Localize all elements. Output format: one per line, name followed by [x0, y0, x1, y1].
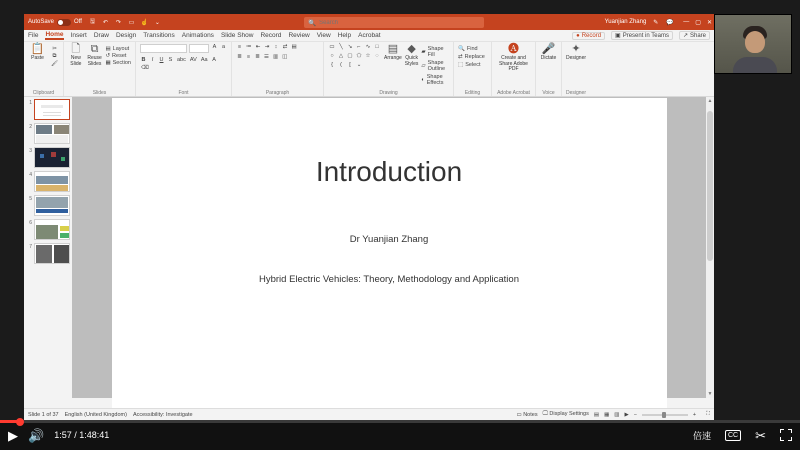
save-icon[interactable]: 🖫 — [89, 19, 95, 25]
shape-effects-button[interactable] — [421, 74, 449, 86]
reset-button[interactable] — [105, 53, 131, 59]
tab-file[interactable]: File — [28, 32, 39, 39]
replace-icon: ⇄ — [458, 54, 463, 60]
clear-formatting-icon[interactable]: ⌫ — [141, 65, 149, 71]
group-label-voice: Voice — [542, 90, 555, 96]
justify-icon[interactable]: ☰ — [264, 54, 269, 60]
quick-styles-icon: ◆ — [407, 43, 416, 55]
reuse-slides-icon: ⧉ — [90, 43, 99, 55]
fullscreen-icon[interactable] — [780, 429, 792, 441]
comment-icon[interactable]: 💬 — [666, 19, 674, 26]
shape-rect-icon[interactable]: ▭ — [329, 44, 335, 50]
cut-icon[interactable]: ✂ — [52, 46, 57, 52]
center-icon[interactable]: ≡ — [246, 54, 251, 60]
columns-icon[interactable]: ▥ — [273, 54, 279, 60]
new-slide-label: New Slide — [70, 55, 82, 67]
tab-home[interactable]: Home — [45, 31, 64, 38]
present-in-teams-button[interactable] — [611, 31, 673, 40]
paste-icon: 📋 — [30, 43, 45, 55]
thumbnail-number: 7 — [29, 244, 32, 250]
character-spacing-icon[interactable]: AV — [189, 57, 197, 63]
search-box[interactable] — [304, 17, 484, 28]
tab-record[interactable]: Record — [260, 32, 282, 39]
group-label-font: Font — [178, 90, 189, 96]
paste-label: Paste — [31, 55, 44, 61]
notes-button[interactable] — [516, 412, 537, 418]
find-button[interactable] — [458, 46, 487, 52]
shape-more-icon[interactable]: ⌄ — [356, 62, 362, 68]
ribbon-group-adobe-acrobat — [492, 42, 536, 96]
increase-list-level-icon[interactable]: ⇥ — [264, 44, 270, 50]
shape-box-icon[interactable]: □ — [375, 44, 379, 50]
paste-button[interactable] — [28, 44, 47, 67]
shape-pentagon-icon[interactable]: ⬠ — [356, 53, 362, 59]
progress-knob[interactable] — [16, 418, 24, 426]
shape-fill-button[interactable] — [421, 46, 449, 58]
tab-insert[interactable]: Insert — [70, 32, 87, 39]
new-slide-icon: 🗋 — [71, 43, 81, 55]
time-display: 1:57 / 1:48:41 — [54, 430, 110, 440]
webcam-person-body — [733, 57, 777, 73]
scrollbar-thumb[interactable] — [707, 111, 713, 261]
ribbon-group-editing — [454, 42, 492, 96]
slide-course[interactable]: Hybrid Electric Vehicles: Theory, Methodology and Application — [259, 274, 519, 285]
autosave-switch[interactable] — [57, 19, 71, 26]
share-label: Share — [689, 32, 706, 39]
playback-speed-button[interactable]: 倍速 — [692, 430, 711, 441]
ribbon-group-font — [136, 42, 232, 96]
thumbnail-slide-7[interactable] — [26, 243, 72, 264]
user-name[interactable]: Yuanjian Zhang — [604, 19, 647, 25]
text-direction-icon[interactable]: ⇄ — [282, 44, 288, 50]
pen-icon[interactable]: ✎ — [653, 19, 659, 26]
strikethrough-icon[interactable]: abc — [177, 57, 186, 63]
tab-view[interactable]: View — [316, 32, 331, 39]
thumbnail-slide-5[interactable] — [26, 195, 72, 216]
share-button[interactable] — [679, 31, 710, 40]
layout-label: Layout — [112, 46, 130, 52]
align-right-icon[interactable]: ≣ — [255, 54, 260, 60]
microphone-icon: 🎤 — [541, 43, 556, 55]
group-label-slides: Slides — [92, 90, 107, 96]
arrange-label: Arrange — [384, 55, 402, 61]
work-area — [24, 97, 714, 398]
replace-button[interactable] — [458, 54, 487, 60]
reuse-slides-label: Reuse Slides — [87, 55, 102, 67]
italic-icon[interactable]: I — [151, 57, 154, 63]
replace-label: Replace — [464, 54, 485, 60]
decrease-list-level-icon[interactable]: ⇤ — [255, 44, 261, 50]
thumbnail-number: 3 — [29, 148, 32, 154]
ribbon-tabs[interactable] — [24, 30, 714, 42]
tab-acrobat[interactable]: Acrobat — [358, 32, 381, 39]
tab-draw[interactable]: Draw — [93, 32, 109, 39]
thumbnail-slide-1[interactable] — [26, 99, 72, 120]
designer-button[interactable] — [566, 44, 586, 62]
reset-label: Reset — [112, 53, 127, 59]
record-label: Record — [581, 32, 602, 39]
present-in-teams-label: Present in Teams — [622, 32, 669, 39]
thumbnail-slide-6[interactable] — [26, 219, 72, 240]
teams-icon: ▣ — [615, 33, 621, 39]
thumbnail-number: 4 — [29, 172, 32, 178]
shape-effects-icon: ◐ — [421, 77, 425, 83]
redo-icon[interactable]: ↷ — [115, 19, 121, 26]
quick-styles-button[interactable] — [405, 44, 419, 86]
vertical-scrollbar[interactable] — [706, 97, 714, 398]
adobe-pdf-icon: 🅐 — [508, 43, 519, 55]
volume-icon[interactable]: 🔊 — [28, 427, 45, 443]
quick-styles-label: Quick Styles — [404, 55, 419, 67]
thumbnail-slide-3[interactable] — [26, 147, 72, 168]
designer-label: Designer — [566, 55, 587, 61]
display-settings-label: Display Settings — [549, 411, 589, 417]
slide-sorter-icon[interactable]: ▦ — [604, 411, 610, 418]
share-icon: ↗ — [682, 33, 688, 39]
shape-oval-icon[interactable]: ○ — [330, 53, 334, 59]
title-bar-right — [605, 14, 712, 30]
present-icon[interactable]: ▭ — [128, 19, 135, 26]
shape-fill-icon: ▰ — [421, 49, 426, 55]
shape-brace-icon[interactable]: { — [331, 62, 333, 68]
bullets-icon[interactable]: ≡ — [237, 44, 242, 50]
numbering-icon[interactable]: ≔ — [246, 44, 252, 50]
maximize-button[interactable]: ▢ — [695, 19, 701, 26]
shape-arrow-icon[interactable]: ↘ — [347, 44, 353, 50]
ribbon-group-paragraph — [232, 42, 324, 96]
shape-fill-label: Shape Fill — [427, 46, 444, 58]
ribbon-group-slides — [64, 42, 136, 96]
shape-outline-label: Shape Outline — [427, 60, 446, 72]
reading-view-icon[interactable]: ▥ — [614, 411, 620, 418]
designer-icon: ✦ — [571, 43, 581, 55]
play-icon[interactable]: ▶ — [8, 427, 18, 443]
find-label: Find — [466, 46, 478, 52]
status-bar — [24, 408, 714, 420]
thumbnail-number: 6 — [29, 220, 32, 226]
convert-to-smartart-icon[interactable]: ◫ — [282, 54, 288, 60]
group-label-editing: Editing — [464, 90, 481, 96]
reset-icon: ↺ — [105, 53, 111, 59]
slide-thumbnail-pane[interactable] — [24, 97, 72, 398]
new-slide-button[interactable] — [68, 44, 84, 67]
quick-access-toolbar[interactable] — [88, 18, 162, 27]
tab-help[interactable]: Help — [337, 32, 352, 39]
autosave-toggle[interactable] — [28, 19, 82, 26]
select-button[interactable] — [458, 62, 487, 68]
tab-design[interactable]: Design — [115, 32, 137, 39]
shape-paren-icon[interactable]: ( — [340, 62, 342, 68]
touch-icon[interactable]: ☝ — [140, 19, 149, 26]
text-shadow-icon[interactable]: S — [168, 57, 173, 63]
layout-button[interactable] — [105, 46, 131, 52]
shape-line-icon[interactable]: ╲ — [339, 44, 343, 50]
shape-cloud-icon[interactable]: ◌ — [375, 53, 379, 59]
record-icon: ● — [576, 32, 580, 39]
display-settings-icon: 🖵 — [542, 411, 550, 417]
shape-bracket-icon[interactable]: [ — [349, 62, 351, 68]
font-name-box[interactable] — [140, 44, 187, 53]
font-color-icon[interactable]: A — [212, 57, 216, 63]
select-label: Select — [465, 62, 481, 68]
thumbnail-image — [34, 171, 70, 192]
thumbnail-slide-4[interactable] — [26, 171, 72, 192]
notes-icon: ▭ — [516, 411, 524, 418]
dictate-button[interactable] — [540, 44, 557, 62]
settings-icon[interactable]: ✂ — [755, 427, 766, 443]
thumbnail-image — [34, 195, 70, 216]
thumbnail-image — [34, 219, 70, 240]
tab-slide-show[interactable]: Slide Show — [220, 32, 254, 39]
reuse-slides-button[interactable] — [87, 44, 103, 67]
scroll-up-icon[interactable]: ▲ — [707, 98, 713, 104]
shape-outline-icon: ▱ — [421, 63, 426, 69]
align-left-icon[interactable]: ≣ — [237, 54, 242, 60]
group-label-designer: Designer — [565, 90, 586, 96]
progress-bar[interactable] — [0, 420, 800, 423]
thumbnail-number: 2 — [29, 124, 32, 130]
shapes-gallery[interactable] — [328, 44, 381, 86]
powerpoint-window — [24, 14, 714, 420]
format-painter-icon[interactable]: 🖌 — [51, 61, 58, 67]
group-label-paragraph: Paragraph — [265, 90, 290, 96]
thumbnail-image — [34, 99, 70, 120]
align-text-icon[interactable]: ▤ — [291, 44, 297, 50]
zoom-slider-knob[interactable] — [662, 412, 666, 418]
ribbon-group-designer — [562, 42, 590, 96]
ribbon-body — [24, 42, 714, 97]
slide-counter: Slide 1 of 37 — [28, 411, 59, 418]
thumbnail-slide-2[interactable] — [26, 123, 72, 144]
section-label: Section — [112, 60, 131, 66]
close-button[interactable]: ✕ — [706, 19, 712, 26]
select-icon: ⬚ — [458, 62, 464, 68]
player-controls — [0, 420, 800, 450]
group-label-clipboard: Clipboard — [32, 90, 55, 96]
tab-animations[interactable]: Animations — [181, 32, 214, 39]
group-label-drawing: Drawing — [379, 90, 398, 96]
captions-button[interactable]: CC — [725, 430, 741, 441]
change-case-icon[interactable]: Aa — [200, 57, 208, 63]
minimize-button[interactable]: — — [683, 18, 690, 25]
slide-title[interactable]: Introduction — [315, 156, 463, 187]
tab-transitions[interactable]: Transitions — [143, 32, 175, 39]
search-icon: 🔍 — [308, 19, 317, 27]
bold-icon[interactable]: B — [141, 57, 146, 63]
shape-rounded-icon[interactable]: ▢ — [347, 53, 353, 59]
zoom-out-icon[interactable]: − — [633, 411, 637, 418]
normal-view-icon[interactable]: ▤ — [593, 411, 600, 418]
webcam-person-face — [745, 31, 765, 53]
webcam-overlay[interactable] — [714, 14, 792, 74]
shape-star-icon[interactable]: ☆ — [365, 53, 371, 59]
scroll-down-icon[interactable]: ▼ — [707, 391, 713, 397]
shape-effects-label: Shape Effects — [426, 74, 444, 86]
slide-canvas[interactable] — [72, 97, 706, 398]
section-icon: ▦ — [105, 60, 111, 66]
section-button[interactable] — [105, 60, 131, 66]
shape-curve-icon[interactable]: ∿ — [365, 44, 371, 50]
tab-review[interactable]: Review — [288, 32, 310, 39]
underline-icon[interactable]: U — [159, 57, 164, 63]
decrease-font-size-icon[interactable]: a — [221, 44, 226, 50]
group-label-adobe-acrobat: Adobe Acrobat — [497, 90, 530, 96]
copy-icon[interactable]: ⧉ — [52, 53, 57, 59]
arrange-button[interactable] — [384, 44, 402, 86]
dictate-label: Dictate — [540, 55, 557, 61]
title-bar — [24, 14, 714, 30]
record-button[interactable] — [572, 32, 605, 40]
zoom-slider[interactable] — [642, 414, 688, 416]
layout-icon: ▤ — [105, 46, 111, 52]
more-icon[interactable]: ⌄ — [154, 19, 160, 26]
thumbnail-image — [34, 243, 70, 264]
notes-label: Notes — [523, 411, 538, 418]
arrange-icon: ▤ — [387, 43, 399, 55]
ribbon-group-clipboard — [24, 42, 64, 96]
display-settings-button[interactable] — [543, 411, 589, 418]
thumbnail-number: 1 — [29, 100, 32, 106]
slide-presenter[interactable]: Dr Yuanjian Zhang — [349, 234, 429, 245]
current-slide[interactable] — [112, 98, 667, 411]
ribbon-group-drawing — [324, 42, 454, 96]
slide-show-icon[interactable]: ▶ — [624, 411, 629, 418]
thumbnail-image — [34, 123, 70, 144]
create-and-share-adobe-pdf-label: Create and Share Adobe PDF — [499, 55, 528, 72]
autosave-label: AutoSave — [28, 19, 55, 25]
zoom-in-icon[interactable]: + — [692, 411, 697, 418]
font-size-box[interactable] — [189, 44, 209, 53]
thumbnail-number: 5 — [29, 196, 32, 202]
ribbon-group-voice — [536, 42, 562, 96]
search-input[interactable] — [319, 20, 480, 26]
accessibility-indicator[interactable]: Accessibility: Investigate — [132, 411, 193, 418]
shape-outline-button[interactable] — [421, 60, 449, 72]
shape-connector-icon[interactable]: ⌐ — [357, 44, 361, 50]
undo-icon[interactable]: ↶ — [102, 19, 108, 26]
language-indicator[interactable]: English (United Kingdom) — [64, 411, 127, 418]
find-icon: 🔍 — [458, 46, 465, 52]
increase-font-size-icon[interactable]: A — [212, 44, 217, 50]
fit-slide-icon[interactable]: ⛶ — [706, 411, 710, 417]
thumbnail-image — [34, 147, 70, 168]
create-and-share-adobe-pdf-button[interactable] — [496, 44, 531, 73]
autosave-state: Off — [74, 19, 82, 25]
shape-triangle-icon[interactable]: △ — [338, 53, 344, 59]
line-spacing-icon[interactable]: ↕ — [274, 44, 278, 50]
